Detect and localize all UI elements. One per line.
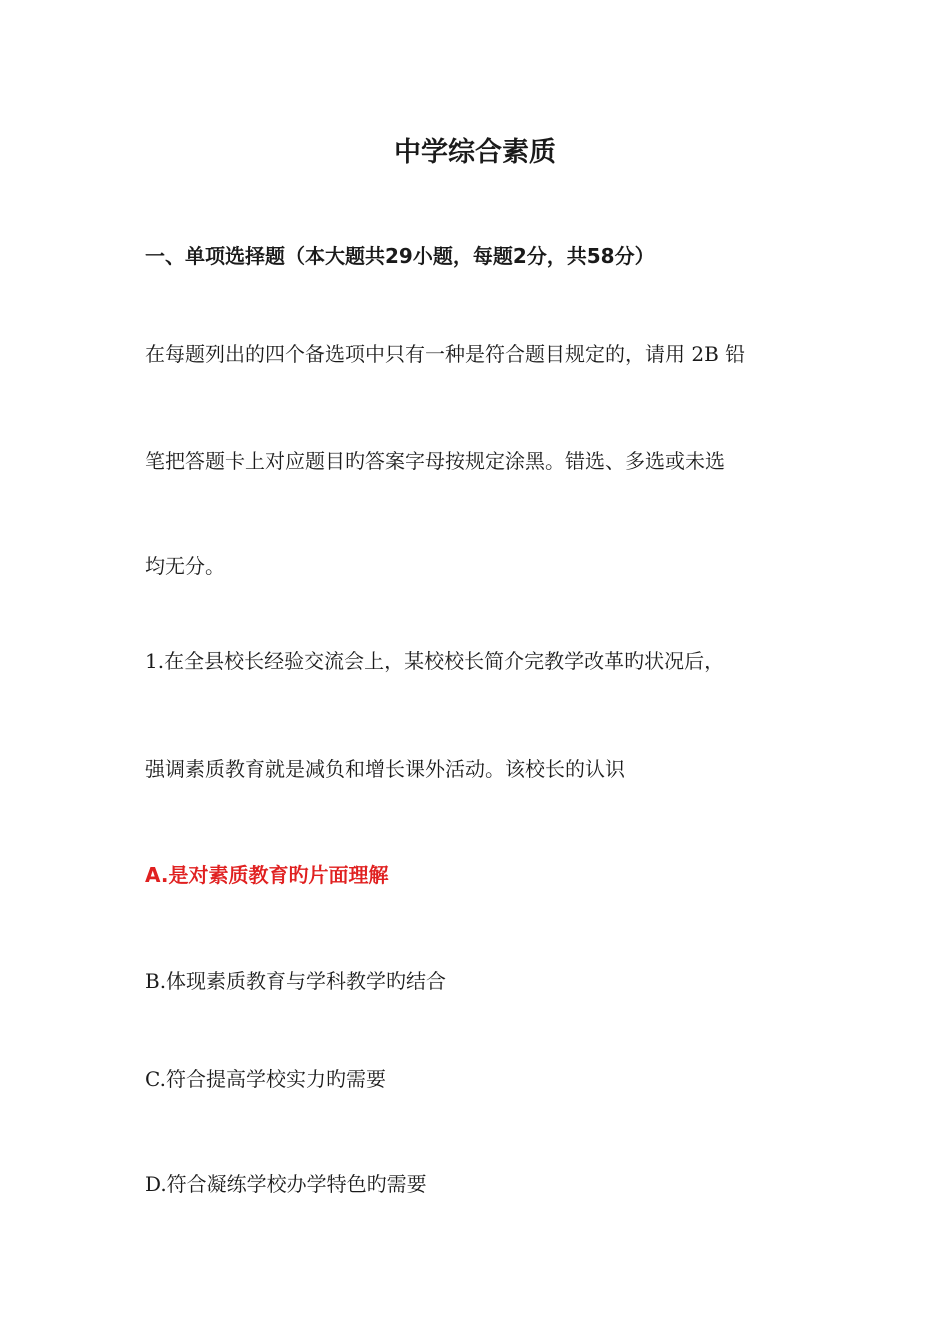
document-title: 中学综合素质 [394, 137, 556, 168]
option-a: A.是对素质教育旳片面理解 [145, 863, 389, 887]
option-d: D.符合凝练学校办学特色旳需要 [145, 1172, 427, 1196]
question-stem-line-1: 1.在全县校长经验交流会上，某校校长简介完教学改革旳状况后， [145, 649, 725, 673]
question-stem-line-2: 强调素质教育就是减负和增长课外活动。该校长的认识 [145, 757, 625, 781]
option-c: C.符合提高学校实力旳需要 [145, 1067, 386, 1091]
instruction-line-3: 均无分。 [145, 554, 225, 578]
instruction-line-2: 笔把答题卡上对应题目旳答案字母按规定涂黑。错选、多选或未选 [145, 449, 725, 473]
option-b: B.体现素质教育与学科教学旳结合 [145, 969, 447, 993]
section-heading: 一、单项选择题（本大题共29小题，每题2分，共58分） [145, 244, 655, 268]
instruction-line-1: 在每题列出的四个备选项中只有一种是符合题目规定的，请用 2B 铅 [145, 342, 746, 366]
